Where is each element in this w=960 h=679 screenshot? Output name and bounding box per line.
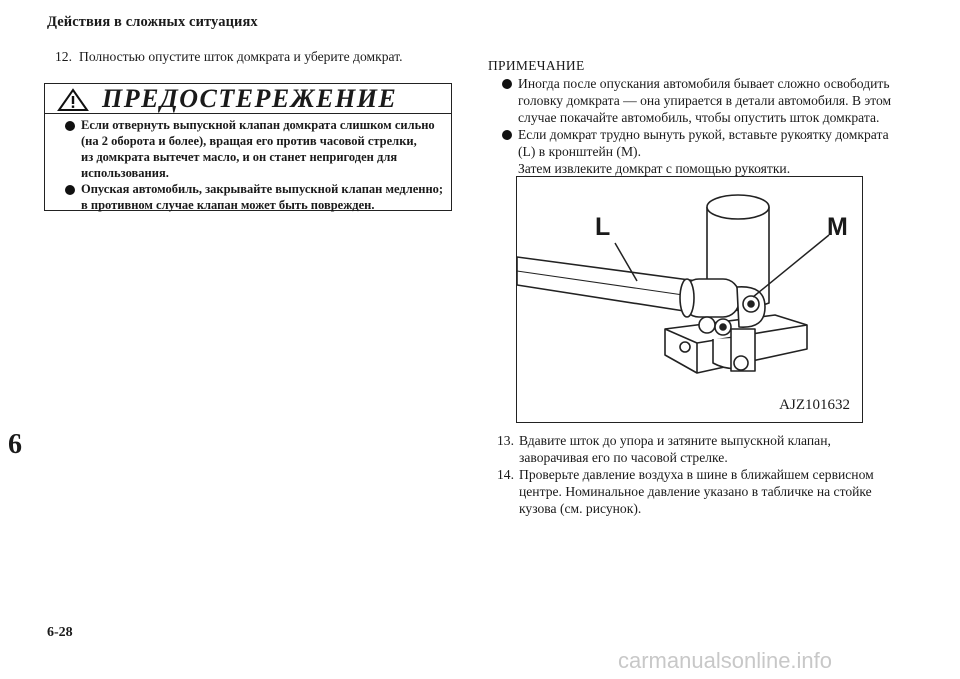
- note-line: (L) в кронштейн (M).: [518, 144, 641, 159]
- label-l: L: [595, 213, 611, 241]
- bullet-icon: [65, 121, 75, 131]
- note-line: Затем извлеките домкрат с помощью рукоятки.: [518, 161, 791, 176]
- warning-title: ПРЕДОСТЕРЕЖЕНИЕ: [102, 84, 398, 113]
- step-text: Вдавите шток до упора и затяните выпускной клапан,: [519, 433, 831, 448]
- section-title: Действия в сложных ситуациях: [47, 14, 258, 30]
- step-text: Проверьте давление воздуха в шине в ближайшем сервисном: [519, 467, 874, 482]
- chapter-tab: 6: [8, 429, 22, 460]
- step-number: 12.: [55, 49, 72, 64]
- page-number: 6-28: [47, 625, 73, 640]
- warning-line: Опуская автомобиль, закрывайте выпускной клапан медленно;: [81, 182, 444, 196]
- step-number: 14.: [497, 467, 514, 482]
- figure-code: AJZ101632: [779, 397, 850, 413]
- warning-line: в противном случае клапан может быть поврежден.: [81, 198, 375, 212]
- bullet-icon: [502, 79, 512, 89]
- warning-header: [45, 84, 451, 114]
- step-12: [55, 48, 455, 66]
- note-line: головку домкрата — она упирается в детали автомобиля. В этом: [518, 93, 892, 108]
- bullet-icon: [502, 130, 512, 140]
- step-text: Полностью опустите шток домкрата и уберите домкрат.: [79, 49, 403, 64]
- jack-illustration: [516, 176, 863, 423]
- step-text: кузова (см. рисунок).: [519, 501, 642, 516]
- step-text: заворачивая его по часовой стрелке.: [519, 450, 728, 465]
- warning-line: использования.: [81, 166, 169, 180]
- warning-line: (на 2 оборота и более), вращая его против часовой стрелки,: [81, 134, 417, 148]
- watermark: carmanualsonline.info: [618, 648, 833, 673]
- label-m: M: [827, 213, 848, 241]
- step-14: [497, 466, 917, 520]
- note-title: ПРИМЕЧАНИЕ: [488, 58, 585, 73]
- note-line: случае покачайте автомобиль, чтобы опустить шток домкрата.: [518, 110, 880, 125]
- note-line: Иногда после опускания автомобиля бывает сложно освободить: [518, 76, 890, 91]
- warning-line: из домкрата вытечет масло, и он станет непригоден для: [81, 150, 398, 164]
- step-13: [497, 432, 897, 468]
- warning-divider: [45, 113, 451, 114]
- jack-drawing: [517, 177, 861, 421]
- bullet-icon: [65, 185, 75, 195]
- note-line: Если домкрат трудно вынуть рукой, вставьте рукоятку домкрата: [518, 127, 889, 142]
- warning-line: Если отвернуть выпускной клапан домкрата слишком сильно: [81, 118, 435, 132]
- warning-box: [44, 83, 452, 211]
- step-text: центре. Номинальное давление указано в табличке на стойке: [519, 484, 872, 499]
- step-number: 13.: [497, 433, 514, 448]
- warning-triangle-icon: [57, 88, 89, 112]
